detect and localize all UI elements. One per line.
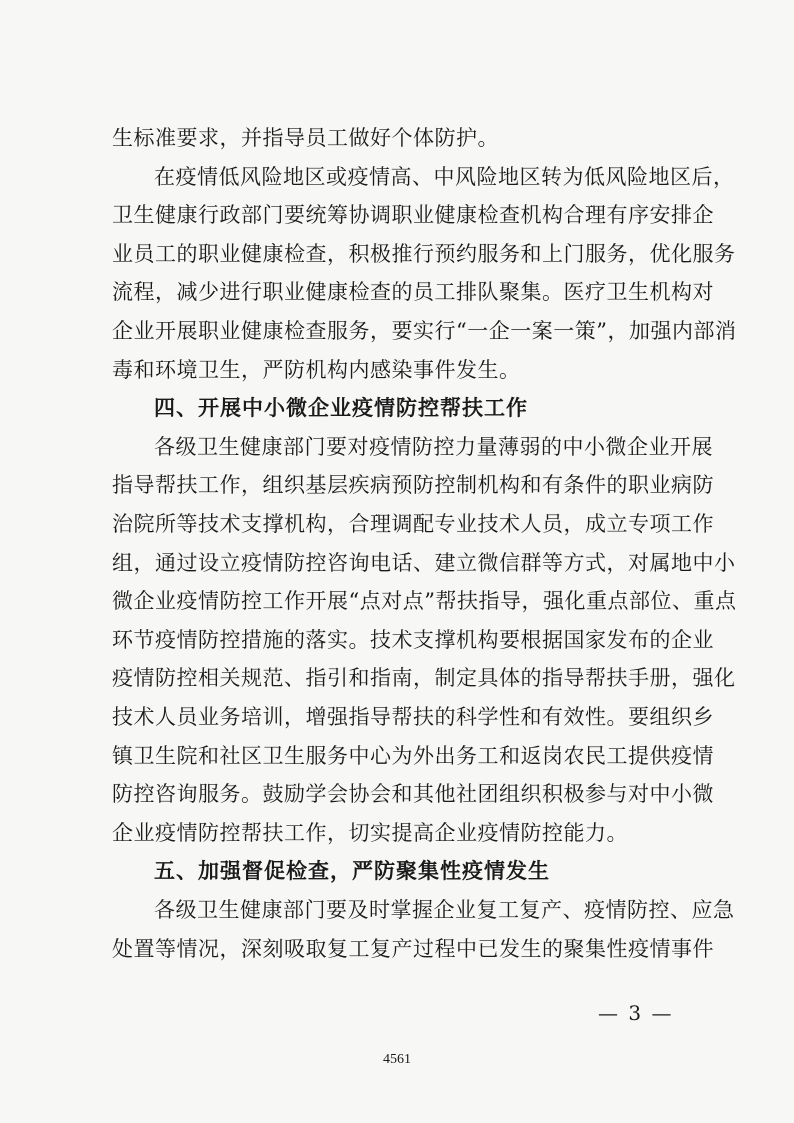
body-line: 处置等情况，深刻吸取复工复产过程中已发生的聚集性疫情事件	[112, 937, 714, 961]
body-line: 镇卫生院和社区卫生服务中心为外出务工和返岗农民工提供疫情	[112, 744, 714, 768]
paragraph-first-line: 各级卫生健康部门要对疫情防控力量薄弱的中小微企业开展	[154, 435, 713, 459]
paragraph-first-line: 各级卫生健康部门要及时掌握企业复工复产、疫情防控、应急	[154, 898, 735, 922]
body-line: 技术人员业务培训，增强指导帮扶的科学性和有效性。要组织乡	[112, 705, 714, 729]
body-line: 企业开展职业健康检查服务，要实行“一企一案一策”，加强内部消	[112, 319, 737, 343]
paragraph-first-line: 在疫情低风险地区或疫情高、中风险地区转为低风险地区后，	[154, 165, 735, 189]
page-number: — 3 —	[598, 1001, 674, 1025]
body-line: 治院所等技术支撑机构，合理调配专业技术人员，成立专项工作	[112, 512, 714, 536]
body-line: 组，通过设立疫情防控咨询电话、建立微信群等方式，对属地中小	[112, 551, 736, 575]
section-heading-4: 四、开展中小微企业疫情防控帮扶工作	[154, 396, 528, 420]
body-line: 环节疫情防控措施的落实。技术支撑机构要根据国家发布的企业	[112, 628, 714, 652]
archive-number: 4561	[383, 1052, 411, 1067]
body-line: 防控咨询服务。鼓励学会协会和其他社团组织积极参与对中小微	[112, 782, 714, 806]
body-line: 指导帮扶工作，组织基层疾病预防控制机构和有条件的职业病防	[112, 473, 714, 497]
body-line: 生标准要求，并指导员工做好个体防护。	[112, 126, 499, 150]
body-line: 毒和环境卫生，严防机构内感染事件发生。	[112, 358, 521, 382]
body-line: 业员工的职业健康检查，积极推行预约服务和上门服务，优化服务	[112, 242, 736, 266]
body-line: 卫生健康行政部门要统筹协调职业健康检查机构合理有序安排企	[112, 203, 714, 227]
body-line: 微企业疫情防控工作开展“点对点”帮扶指导，强化重点部位、重点	[112, 589, 737, 613]
body-line: 企业疫情防控帮扶工作，切实提高企业疫情防控能力。	[112, 821, 628, 845]
body-line: 流程，减少进行职业健康检查的员工排队聚集。医疗卫生机构对	[112, 280, 714, 304]
body-line: 疫情防控相关规范、指引和指南，制定具体的指导帮扶手册，强化	[112, 666, 736, 690]
section-heading-5: 五、加强督促检查，严防聚集性疫情发生	[154, 859, 550, 883]
